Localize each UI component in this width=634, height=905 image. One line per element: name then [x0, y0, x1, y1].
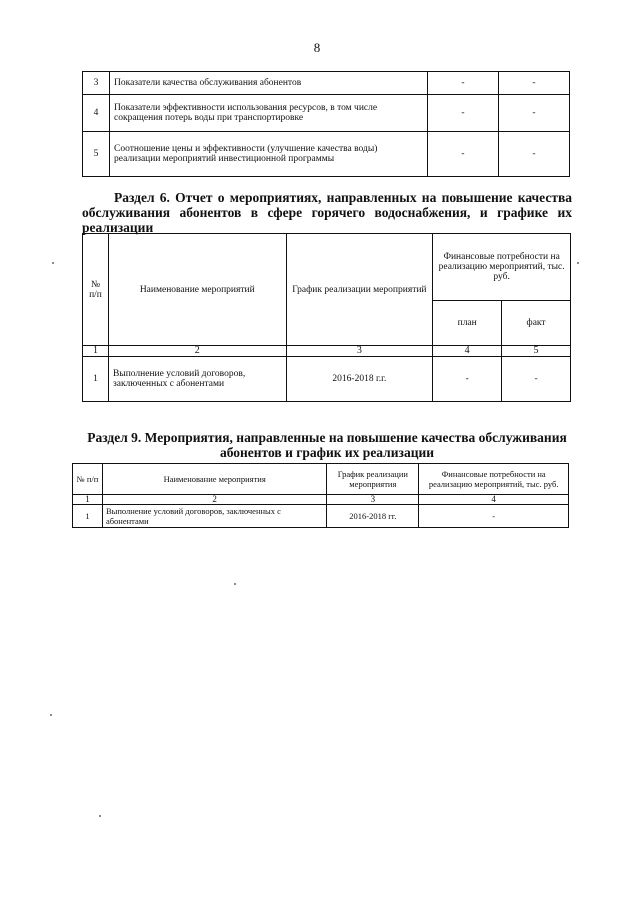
- row-number: 5: [83, 132, 110, 177]
- scan-speck: [50, 714, 52, 716]
- section-6-heading: Раздел 6. Отчет о мероприятиях, направленных на повышение качества обслуживания абонентов в сфере горячего водоснабжения, и графике их реализации: [82, 190, 572, 235]
- table-row: [83, 132, 570, 177]
- indicator-value-1: -: [428, 95, 499, 132]
- column-index: 1: [73, 495, 103, 505]
- row-number: 3: [83, 72, 110, 95]
- row-number: 1: [83, 357, 109, 402]
- header-finance: Финансовые потребности на реализацию мероприятий, тыс. руб.: [419, 464, 569, 495]
- measure-plan: -: [433, 357, 502, 402]
- table-row: [83, 357, 571, 402]
- indicator-name: Показатели эффективности использования ресурсов, в том числе сокращения потерь воды при транспортировке: [110, 95, 428, 132]
- indicator-value-2: -: [499, 132, 570, 177]
- page-number: 8: [313, 40, 321, 55]
- header-schedule: График реализации мероприятия: [327, 464, 419, 495]
- scan-speck: [99, 815, 101, 817]
- column-index-row: [73, 495, 569, 505]
- header-fact: факт: [502, 301, 571, 346]
- column-index: 2: [108, 346, 286, 357]
- scan-speck: [52, 262, 54, 264]
- column-index: 3: [286, 346, 433, 357]
- column-index: 4: [419, 495, 569, 505]
- measure-name: Выполнение условий договоров, заключенных с абонентами: [108, 357, 286, 402]
- table-row: [83, 95, 570, 132]
- column-index: 2: [102, 495, 326, 505]
- measure-fact: -: [502, 357, 571, 402]
- indicator-name: Соотношение цены и эффективности (улучшение качества воды) реализации мероприятий инвестиционной программы: [110, 132, 428, 177]
- column-index: 5: [502, 346, 571, 357]
- table-header-row: [83, 234, 571, 301]
- header-num: № п/п: [73, 464, 103, 495]
- header-schedule: График реализации мероприятий: [286, 234, 433, 346]
- section-6-table: [82, 233, 571, 402]
- column-index-row: [83, 346, 571, 357]
- indicator-value-2: -: [499, 72, 570, 95]
- measure-name: Выполнение условий договоров, заключенных с абонентами: [102, 505, 326, 528]
- indicator-value-1: -: [428, 72, 499, 95]
- measure-finance: -: [419, 505, 569, 528]
- scan-speck: [577, 262, 579, 264]
- column-index: 3: [327, 495, 419, 505]
- header-name: Наименование мероприятия: [102, 464, 326, 495]
- header-finance: Финансовые потребности на реализацию мероприятий, тыс. руб.: [433, 234, 571, 301]
- measure-schedule: 2016-2018 гг.: [327, 505, 419, 528]
- header-name: Наименование мероприятий: [108, 234, 286, 346]
- row-number: 4: [83, 95, 110, 132]
- column-index: 4: [433, 346, 502, 357]
- measure-schedule: 2016-2018 г.г.: [286, 357, 433, 402]
- section-9-table: [72, 463, 569, 528]
- header-plan: план: [433, 301, 502, 346]
- indicator-value-1: -: [428, 132, 499, 177]
- scan-speck: [234, 583, 236, 585]
- table-row: [83, 72, 570, 95]
- indicator-name: Показатели качества обслуживания абонентов: [110, 72, 428, 95]
- indicators-table: [82, 71, 570, 177]
- table-row: [73, 505, 569, 528]
- table-header-row: [73, 464, 569, 495]
- header-num: № п/п: [83, 234, 109, 346]
- indicator-value-2: -: [499, 95, 570, 132]
- row-number: 1: [73, 505, 103, 528]
- section-9-heading: Раздел 9. Мероприятия, направленные на повышение качества обслуживания абонентов и график их реализации: [87, 430, 567, 460]
- column-index: 1: [83, 346, 109, 357]
